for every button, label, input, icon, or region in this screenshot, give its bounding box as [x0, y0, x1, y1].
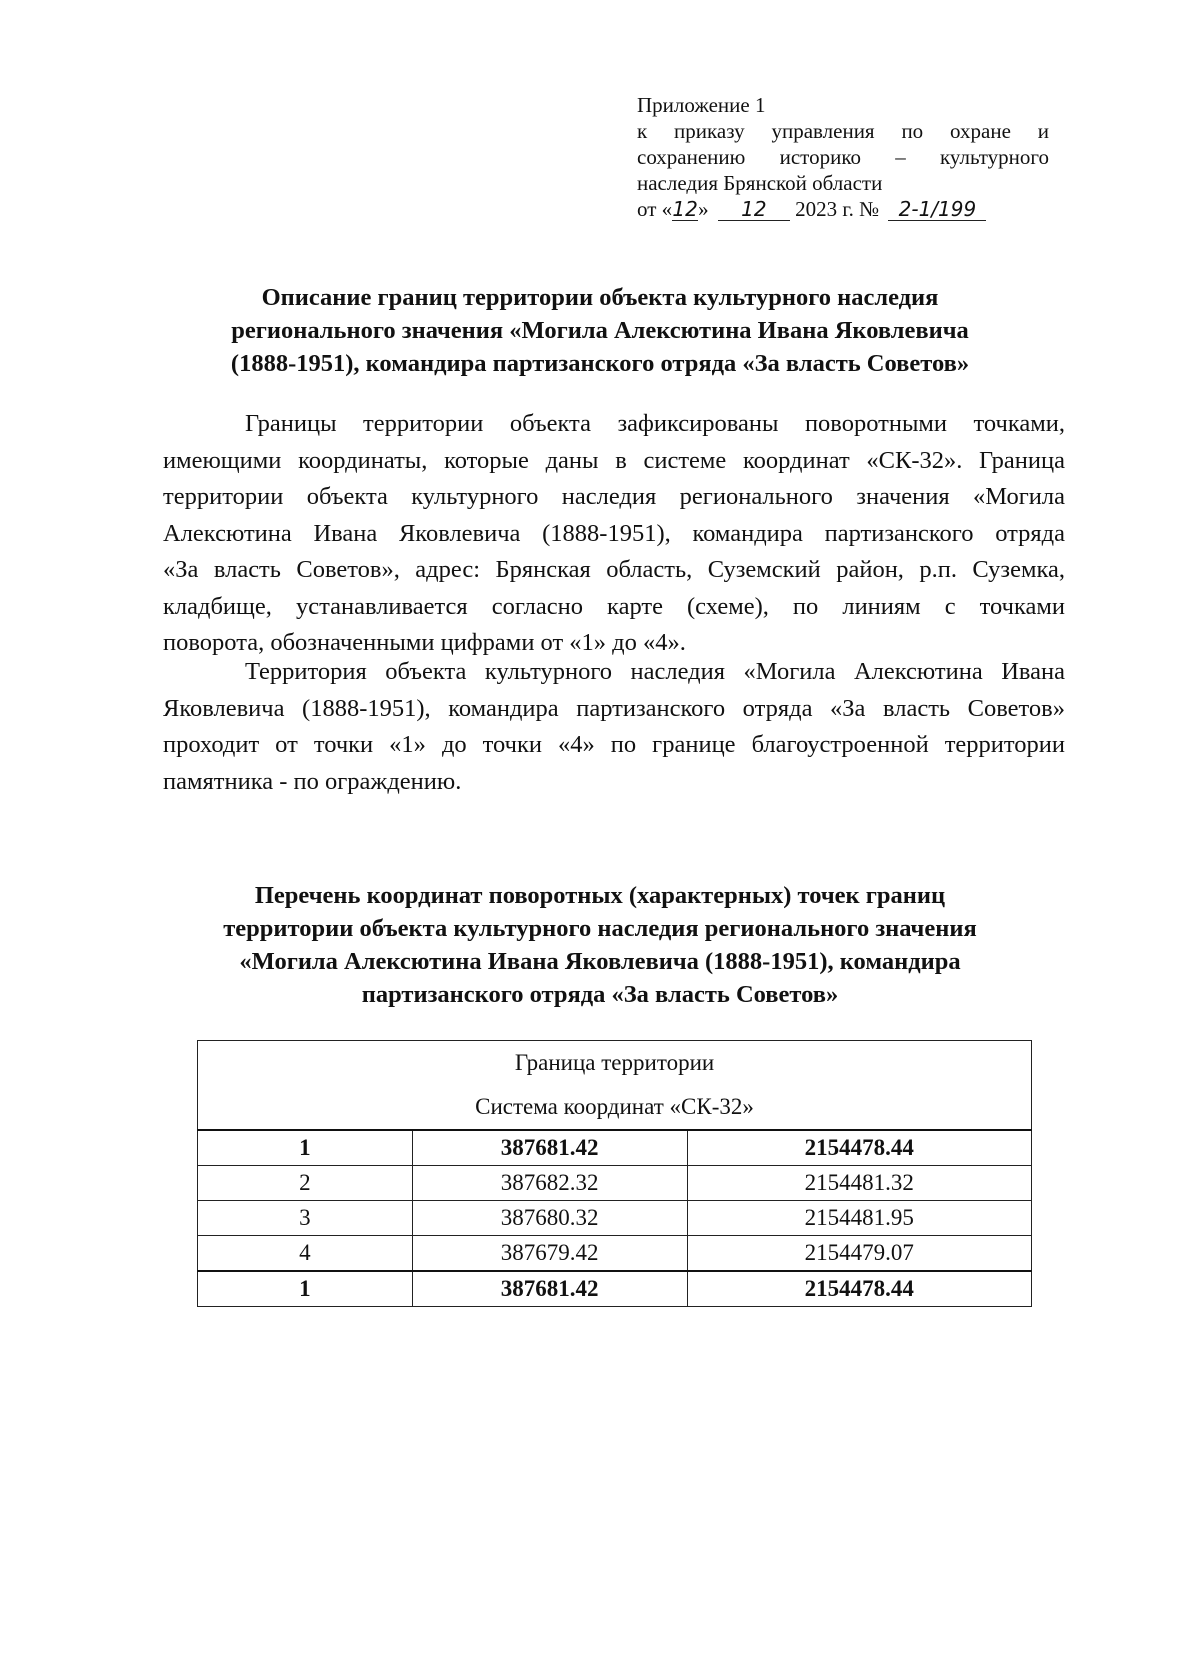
handwritten-order-number: 2-1/199 — [888, 198, 986, 221]
point-cell: 4 — [198, 1236, 413, 1272]
paragraph-line: Алексютина Ивана Яковлевича (1888-1951), командира партизанского отряда — [163, 519, 1065, 547]
paragraph-line: имеющими координаты, которые даны в системе координат «СК-32». Граница — [163, 446, 1065, 474]
description-heading — [150, 281, 1050, 380]
table-row — [198, 1236, 1032, 1272]
paragraph-line: Территория объекта культурного наследия «Могила Алексютина Ивана — [245, 658, 1065, 685]
table-header-line-2: Система координат «СК-32» — [475, 1094, 754, 1119]
table-row — [198, 1271, 1032, 1307]
y-cell: 2154481.95 — [687, 1201, 1031, 1236]
handwritten-day: 12 — [672, 197, 698, 221]
year-text: 2023 г. № — [795, 197, 880, 221]
coordinates-heading — [150, 879, 1050, 1011]
paragraph-line: «За власть Советов», адрес: Брянская область, Суземский район, р.п. Суземка, — [163, 556, 1065, 583]
point-cell: 1 — [198, 1271, 413, 1307]
heading-line: Перечень координат поворотных (характерных) точек границ — [254, 882, 946, 909]
heading-line: регионального значения «Могила Алексютина Ивана Яковлевича — [231, 317, 969, 344]
territory-paragraph — [163, 654, 1065, 800]
annex-date-line — [637, 196, 1049, 222]
y-cell: 2154481.32 — [687, 1166, 1031, 1201]
x-cell: 387681.42 — [412, 1271, 687, 1307]
annex-line-3: наследия Брянской области — [637, 171, 883, 195]
boundary-paragraph — [163, 406, 1065, 662]
date-mid: » — [698, 197, 709, 221]
y-cell: 2154478.44 — [687, 1130, 1031, 1166]
annex-line-2: сохранению историко – культурного — [637, 145, 1049, 169]
heading-line: «Могила Алексютина Ивана Яковлевича (1888-1951), командира — [239, 948, 961, 975]
annex-block — [637, 92, 1049, 222]
heading-line: Описание границ территории объекта культурного наследия — [261, 284, 939, 311]
x-cell: 387680.32 — [412, 1201, 687, 1236]
point-cell: 1 — [198, 1130, 413, 1166]
x-cell: 387679.42 — [412, 1236, 687, 1272]
paragraph-line: Яковлевича (1888-1951), командира партизанского отряда «За власть Советов» — [163, 694, 1065, 722]
point-cell: 3 — [198, 1201, 413, 1236]
heading-line: территории объекта культурного наследия регионального значения — [223, 915, 977, 942]
y-cell: 2154479.07 — [687, 1236, 1031, 1272]
annex-title: Приложение 1 — [637, 93, 766, 117]
paragraph-line: Границы территории объекта зафиксированы поворотными точками, — [245, 410, 1065, 437]
heading-line: партизанского отряда «За власть Советов» — [361, 981, 839, 1008]
paragraph-line: территории объекта культурного наследия регионального значения «Могила — [163, 483, 1065, 510]
x-cell: 387681.42 — [412, 1130, 687, 1166]
table-row — [198, 1166, 1032, 1201]
heading-line: (1888-1951), командира партизанского отряда «За власть Советов» — [230, 350, 970, 377]
paragraph-line: кладбище, устанавливается согласно карте (схеме), по линиям с точками — [163, 592, 1065, 620]
coordinates-table — [197, 1040, 1032, 1307]
date-prefix: от « — [637, 197, 673, 221]
paragraph-line: памятника - по ограждению. — [163, 767, 462, 795]
table-header-cell — [198, 1041, 1032, 1131]
table-row — [198, 1201, 1032, 1236]
x-cell: 387682.32 — [412, 1166, 687, 1201]
point-cell: 2 — [198, 1166, 413, 1201]
table-header-row — [198, 1041, 1032, 1131]
table-row — [198, 1130, 1032, 1166]
y-cell: 2154478.44 — [687, 1271, 1031, 1307]
paragraph-line: проходит от точки «1» до точки «4» по границе благоустроенной территории — [163, 731, 1065, 758]
table-header-line-1: Граница территории — [514, 1050, 715, 1075]
annex-line-1: к приказу управления по охране и — [637, 119, 1049, 143]
handwritten-month: 12 — [718, 198, 790, 221]
paragraph-line: поворота, обозначенными цифрами от «1» до «4». — [163, 629, 686, 656]
